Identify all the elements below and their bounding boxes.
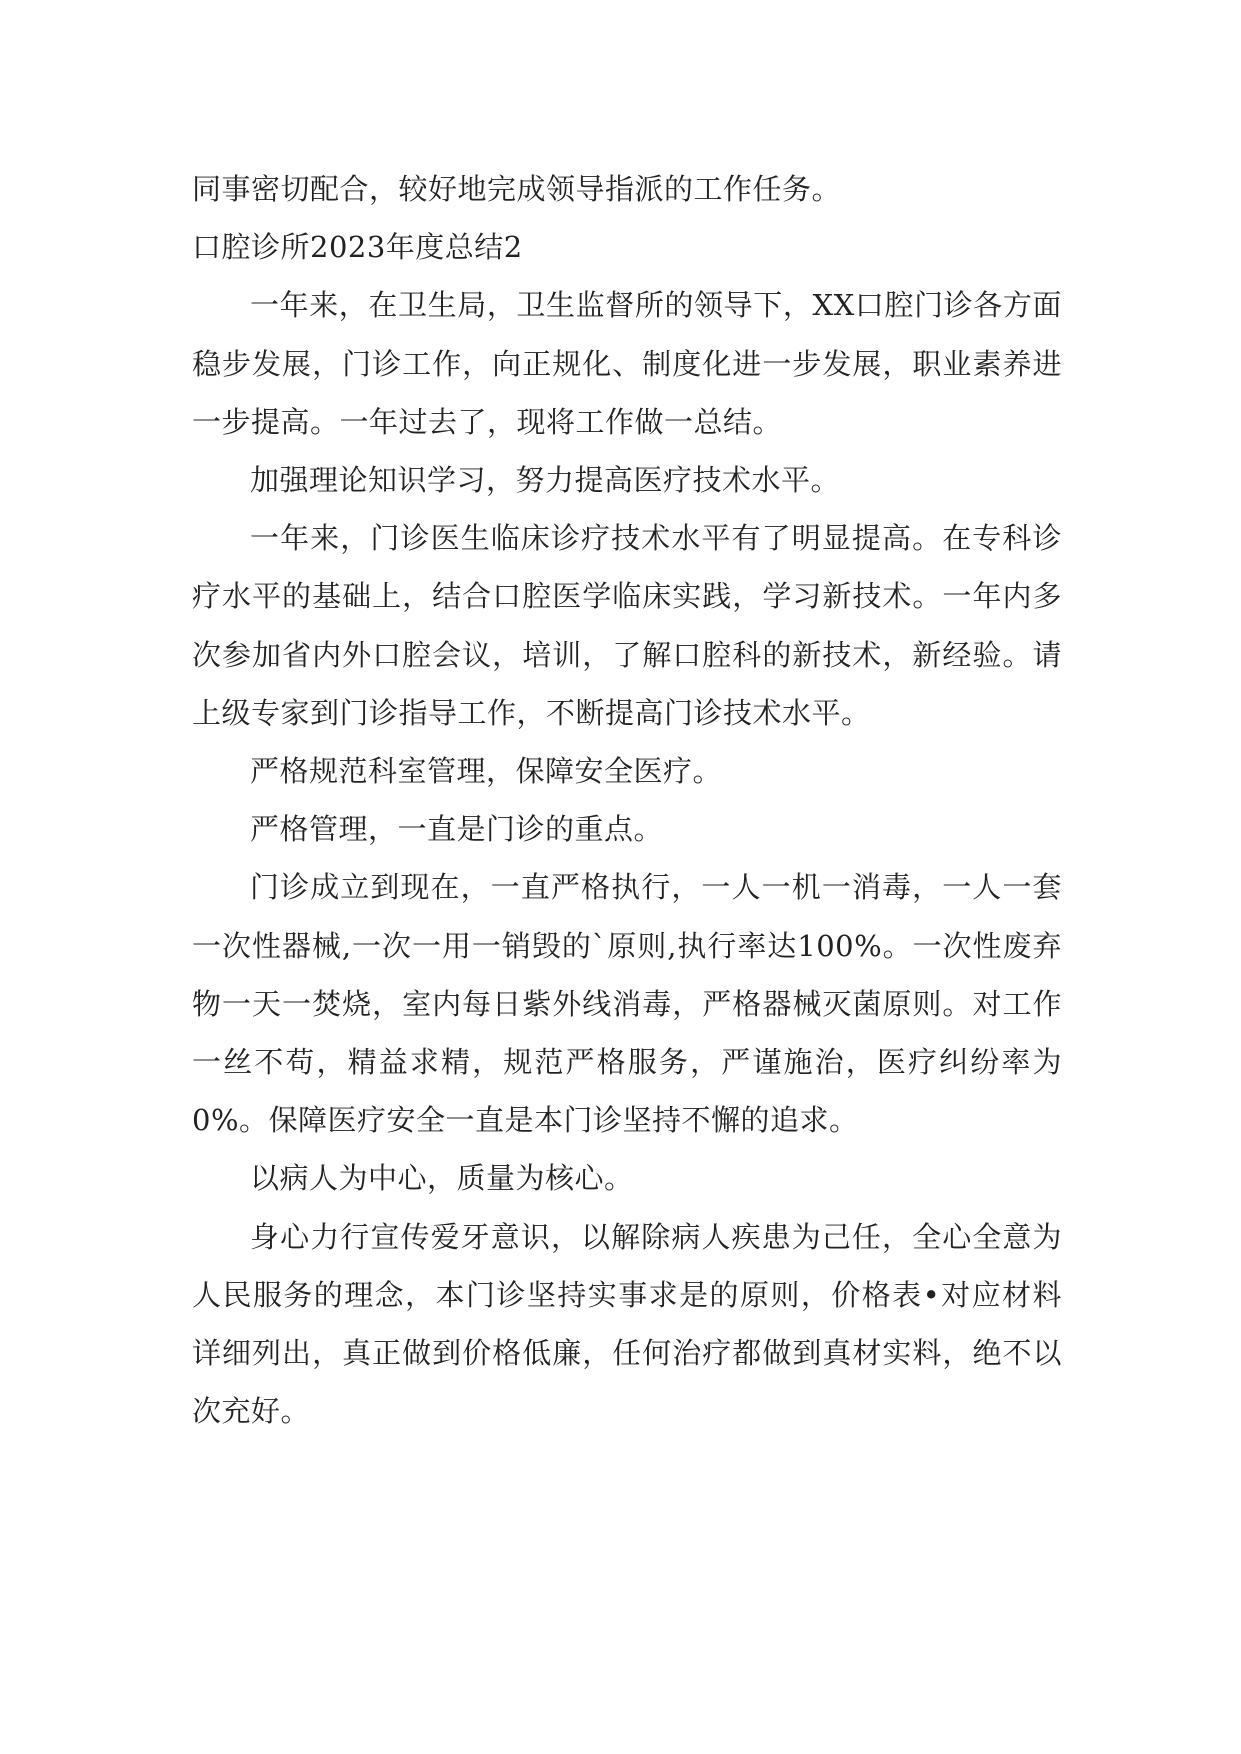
paragraph-management-focus: 严格管理，一直是门诊的重点。: [250, 812, 664, 847]
paragraph-intro: 一年来，在卫生局，卫生监督所的领导下，XX口腔门诊各方面稳步发展，门诊工作，向正规化、制度化进一步发展，职业素养进一步提高。一年过去了，现将工作做一总结。: [192, 288, 1062, 439]
body-text: [192, 160, 1062, 1440]
paragraph-service: 身心力行宣传爱牙意识，以解除病人疾患为己任，全心全意为人民服务的理念，本门诊坚持实事求是的原则，价格表•对应材料详细列出，真正做到价格低廉，任何治疗都做到真材实料，绝不以次充好。: [192, 1219, 1062, 1429]
subheading-theory-study: 加强理论知识学习，努力提高医疗技术水平。: [250, 463, 841, 498]
subheading-management: 严格规范科室管理，保障安全医疗。: [250, 754, 723, 789]
paragraph-disinfection: 门诊成立到现在，一直严格执行，一人一机一消毒，一人一套一次性器械,一次一用一销毁的`原则,执行率达100%。一次性废弃物一天一焚烧，室内每日紫外线消毒，严格器械灭菌原则。对工作一丝不苟，精益求精，规范严格服务，严谨施治，医疗纠纷率为0%。保障医疗安全一直是本门诊坚持不懈的追求。: [192, 870, 1062, 1138]
subheading-patient-centered: 以病人为中心，质量为核心。: [250, 1161, 634, 1196]
paragraph-technique: 一年来，门诊医生临床诊疗技术水平有了明显提高。在专科诊疗水平的基础上，结合口腔医学临床实践，学习新技术。一年内多次参加省内外口腔会议，培训，了解口腔科的新技术，新经验。请上级专家到门诊指导工作，不断提高门诊技术水平。: [192, 521, 1062, 730]
section-heading: 口腔诊所2023年度总结2: [192, 230, 523, 265]
paragraph-continuation: 同事密切配合，较好地完成领导指派的工作任务。: [192, 172, 842, 206]
